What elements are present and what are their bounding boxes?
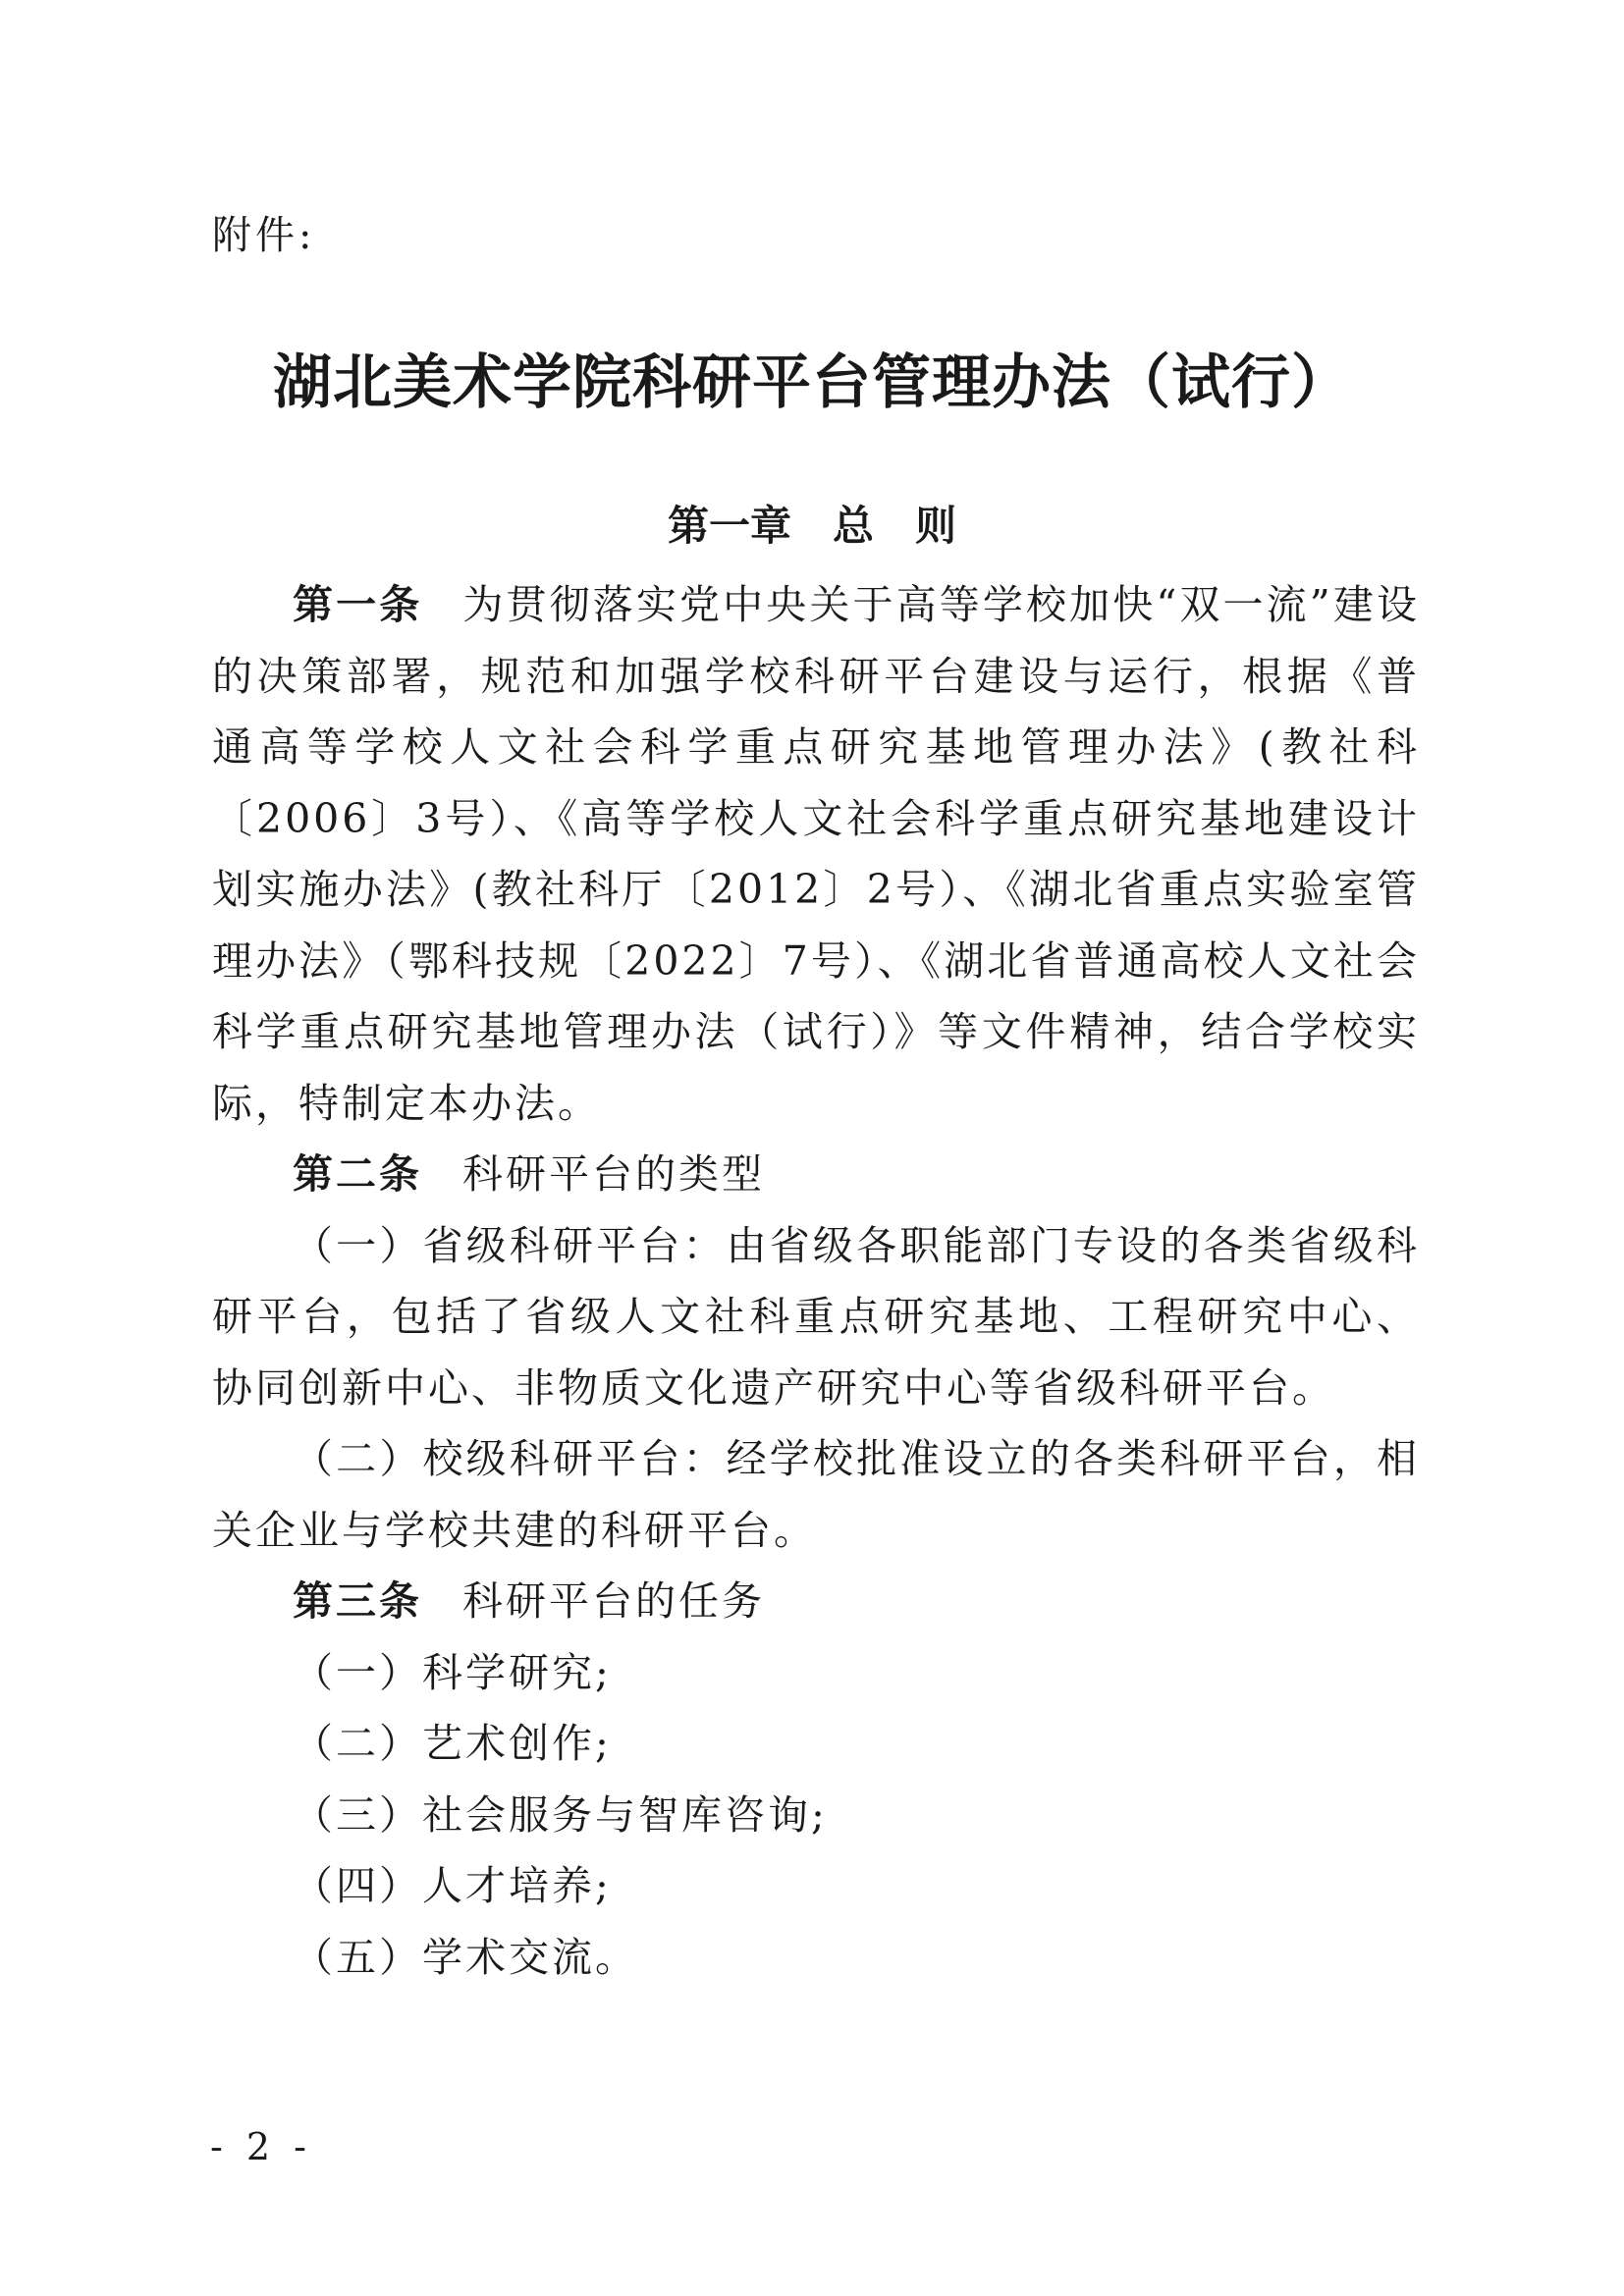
article-3-heading: 科研平台的任务	[462, 1577, 765, 1625]
document-title: 湖北美术学院科研平台管理办法（试行）	[273, 348, 1351, 417]
article-2-heading: 科研平台的类型	[462, 1150, 765, 1198]
chapter-title: 第一章 总 则	[667, 502, 956, 550]
article-3-item: （二）艺术创作;	[293, 1720, 612, 1767]
article-2	[212, 1139, 1420, 1210]
attachment-label: 附件:	[212, 213, 316, 258]
article-1	[212, 569, 1420, 1139]
document-body	[212, 569, 1420, 1993]
article-2-item: （二）校级科研平台：经学校批准设立的各类科研平台，相关企业与学校共建的科研平台。	[212, 1435, 1420, 1554]
article-3-item: （五）学术交流。	[293, 1933, 638, 1981]
article-2-number: 第二条	[293, 1150, 422, 1198]
article-3-item: （四）人才培养;	[293, 1862, 612, 1909]
page-number: - 2 -	[210, 2125, 313, 2168]
article-2-item: （一）省级科研平台：由省级各职能部门专设的各类省级科研平台，包括了省级人文社科重点研究基地、工程研究中心、协同创新中心、非物质文化遗产研究中心等省级科研平台。	[212, 1221, 1420, 1412]
article-3-number: 第三条	[293, 1577, 422, 1625]
article-3-item: （三）社会服务与智库咨询;	[293, 1790, 828, 1839]
article-1-number: 第一条	[293, 581, 423, 628]
article-3	[212, 1566, 1420, 1637]
article-1-text: 为贯彻落实党中央关于高等学校加快“双一流”建设的决策部署，规范和加强学校科研平台建设与运行，根据《普通高等学校人文社会科学重点研究基地管理办法》(教社科〔2006〕3号）、《高等学校人文社会科学重点研究基地建设计划实施办法》(教社科厅〔2012〕2号）、《湖北省重点实验室管理办法》（鄂科技规〔2022〕7号）、《湖北省普通高校人文社会科学重点研究基地管理办法（试行）》等文件精神，结合学校实际，特制定本办法。	[212, 581, 1421, 1127]
article-3-item: （一）科学研究;	[293, 1648, 612, 1696]
